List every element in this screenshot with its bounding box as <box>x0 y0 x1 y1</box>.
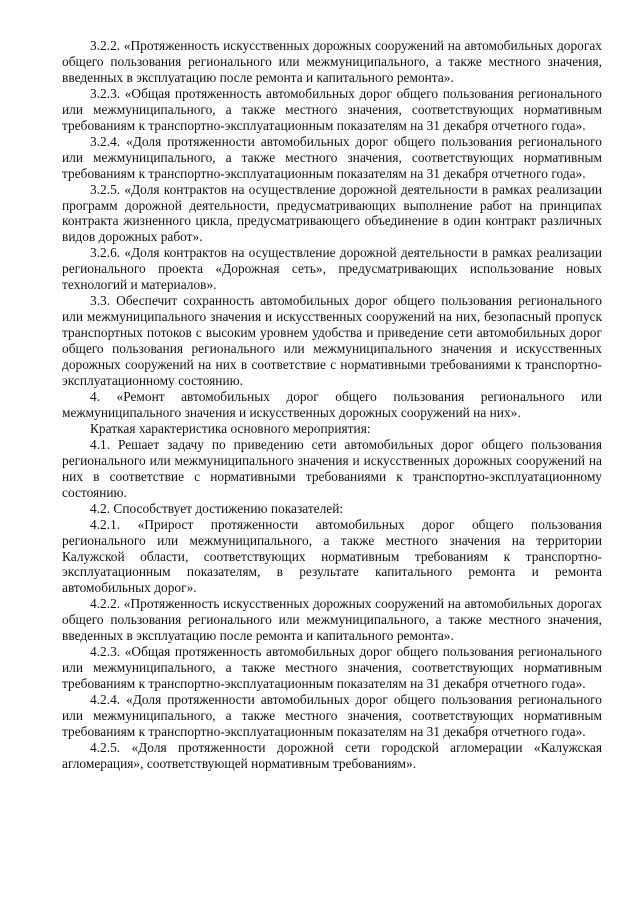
paragraph-3-3: 3.3. Обеспечит сохранность автомобильных дорог общего пользования регионального или межмуниципального значения и искусственных сооружений на них, безопасный пропуск транспортных потоков с высоким уровнем удобства и приведение сети автомобильных дорог общего пользования регионального или межмуниципального значения и искусственных дорожных сооружений на них в соответствие с нормативными требованиями к транспортно-эксплуатационному состоянию. <box>62 293 602 389</box>
paragraph-4-2-4: 4.2.4. «Доля протяженности автомобильных дорог общего пользования регионального или межмуниципального, а также местного значения, соответствующих нормативным требованиям к транспортно-эксплуатационным показателям на 31 декабря отчетного года». <box>62 692 602 739</box>
paragraph-3-2-3: 3.2.3. «Общая протяженность автомобильных дорог общего пользования регионального или межмуниципального, а также местного значения, соответствующих нормативным требованиям к транспортно-эксплуатационным показателям на 31 декабря отчетного года». <box>62 85 602 133</box>
paragraph-4-2-5: 4.2.5. «Доля протяженности дорожной сети городской агломерации «Калужская агломерация», соответствующей нормативным требованиям». <box>62 739 602 771</box>
paragraph-3-2-4: 3.2.4. «Доля протяженности автомобильных дорог общего пользования регионального или межмуниципального, а также местного значения, соответствующих нормативным требованиям к транспортно-эксплуатационным показателям на 31 декабря отчетного года». <box>62 133 602 181</box>
paragraph-summary-heading: Краткая характеристика основного мероприятия: <box>90 420 371 436</box>
document-page <box>62 38 602 772</box>
paragraph-4-1: 4.1. Решает задачу по приведению сети автомобильных дорог общего пользования регионального или межмуниципального значения и искусственных дорожных сооружений на них в соответствие с нормативными требованиями к транспортно-эксплуатационному состоянию. <box>62 436 602 500</box>
paragraph-3-2-6: 3.2.6. «Доля контрактов на осуществление дорожной деятельности в рамках реализации регионального проекта «Дорожная сеть», предусматривающих использование новых технологий и материалов». <box>62 245 602 293</box>
paragraph-3-2-2: 3.2.2. «Протяженность искусственных дорожных сооружений на автомобильных дорогах общего пользования регионального или межмуниципального, а также местного значения, введенных в эксплуатацию после ремонта и капитального ремонта». <box>62 38 602 85</box>
paragraph-4-2-3: 4.2.3. «Общая протяженность автомобильных дорог общего пользования регионального или межмуниципального, а также местного значения, соответствующих нормативным требованиям к транспортно-эксплуатационным показателям на 31 декабря отчетного года». <box>62 644 602 692</box>
paragraph-4-2: 4.2. Способствует достижению показателей: <box>90 500 344 516</box>
paragraph-3-2-5: 3.2.5. «Доля контрактов на осуществление дорожной деятельности в рамках реализации программ дорожной деятельности, предусматривающих выполнение работ на принципах контракта жизненного цикла, предусматривающего объединение в один контракт различных видов дорожных работ». <box>62 181 602 245</box>
paragraph-4-2-1: 4.2.1. «Прирост протяженности автомобильных дорог общего пользования регионального или межмуниципального, а также местного значения на территории Калужской области, соответствующих нормативным требованиям к транспортно-эксплуатационным показателям, в результате капитального ремонта и ремонта автомобильных дорог». <box>62 516 602 596</box>
paragraph-4-2-2: 4.2.2. «Протяженность искусственных дорожных сооружений на автомобильных дорогах общего пользования регионального или межмуниципального, а также местного значения, введенных в эксплуатацию после ремонта и капитального ремонта». <box>62 596 602 644</box>
paragraph-4: 4. «Ремонт автомобильных дорог общего пользования регионального или межмуниципального значения и искусственных дорожных сооружений на них». <box>62 388 602 420</box>
